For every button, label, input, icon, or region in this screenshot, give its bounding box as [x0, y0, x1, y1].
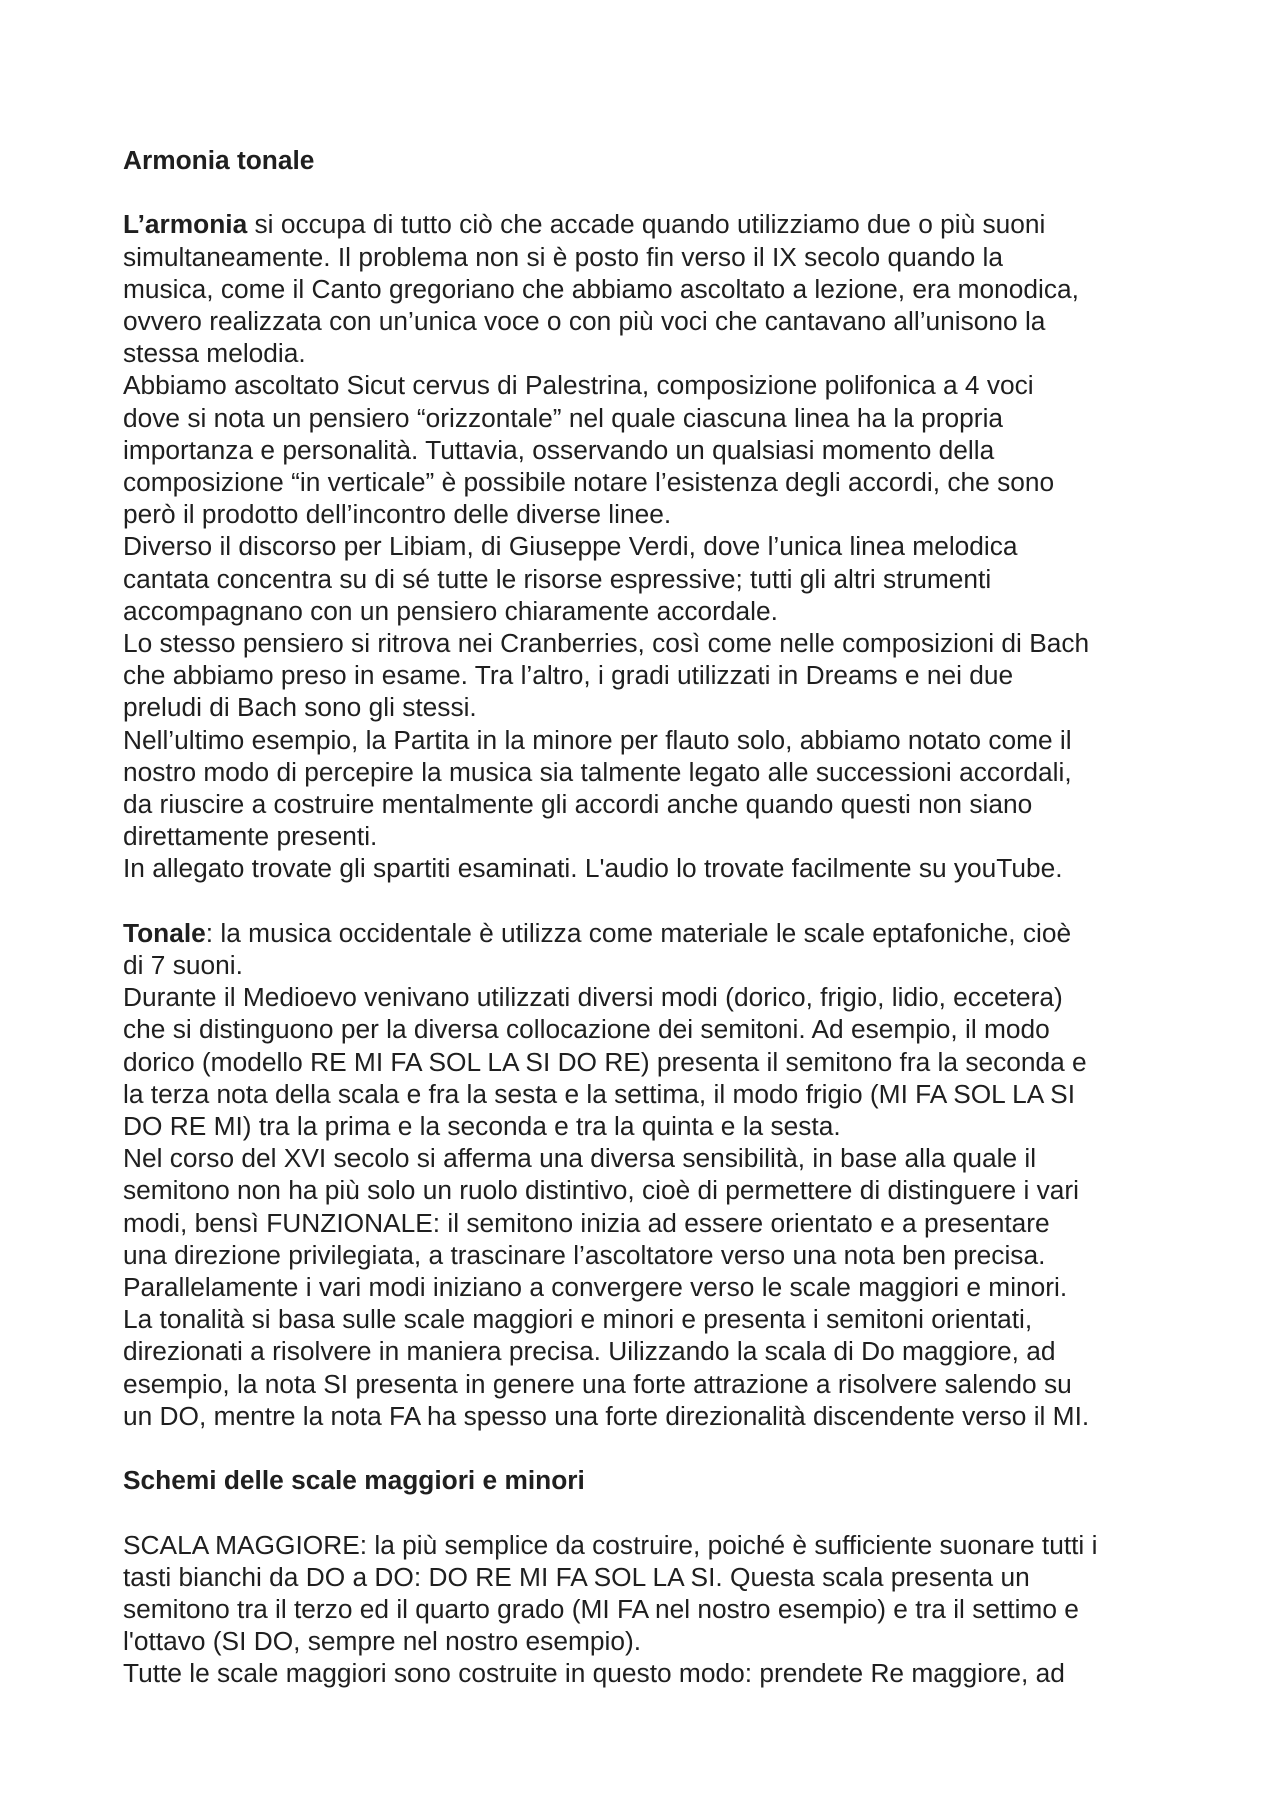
- text-line: stessa melodia.: [123, 338, 306, 369]
- text-line: La tonalità si basa sulle scale maggiori e minori e presenta i semitoni orientati,: [123, 1304, 1033, 1335]
- paragraph-tutte-le-scale: [123, 1657, 1183, 1689]
- text-line: da riuscire a costruire mentalmente gli accordi anche quando questi non siano: [123, 789, 1033, 820]
- section-heading: Schemi delle scale maggiori e minori: [123, 1465, 585, 1496]
- text-line: Abbiamo ascoltato Sicut cervus di Palestrina, composizione polifonica a 4 voci: [123, 370, 1034, 401]
- text-line: In allegato trovate gli spartiti esaminati. L'audio lo trovate facilmente su youTube.: [123, 853, 1063, 884]
- paragraph-cranberries: [123, 627, 1183, 724]
- text-line: accompagnano con un pensiero chiaramente accordale.: [123, 595, 778, 626]
- paragraph-partita: [123, 724, 1183, 853]
- paragraph-parallelamente: [123, 1271, 1183, 1303]
- blank-line: [123, 885, 1183, 917]
- paragraph-tonale: [123, 917, 1183, 981]
- text-line: la terza nota della scala e fra la sesta e la settima, il modo frigio (MI FA SOL LA SI: [123, 1078, 1076, 1109]
- text-line: un DO, mentre la nota FA ha spesso una forte direzionalità discendente verso il MI.: [123, 1400, 1090, 1431]
- text-line: DO RE MI) tra la prima e la seconda e tra la quinta e la sesta.: [123, 1111, 841, 1142]
- text-line: semitono tra il terzo ed il quarto grado (MI FA nel nostro esempio) e tra il settimo e: [123, 1594, 1079, 1625]
- text-line: nostro modo di percepire la musica sia talmente legato alle successioni accordali,: [123, 756, 1072, 787]
- paragraph-tonalita: [123, 1303, 1183, 1432]
- text-line: SCALA MAGGIORE: la più semplice da costruire, poiché è sufficiente suonare tutti i: [123, 1529, 1098, 1560]
- text-line: dorico (modello RE MI FA SOL LA SI DO RE) presenta il semitono fra la seconda e: [123, 1046, 1087, 1077]
- paragraph-allegato: [123, 852, 1183, 884]
- text-line: direzionati a risolvere in maniera precisa. Uilizzando la scala di Do maggiore, ad: [123, 1336, 1056, 1367]
- text-line: di 7 suoni.: [123, 950, 243, 981]
- text-line: Lo stesso pensiero si ritrova nei Cranberries, così come nelle composizioni di Bach: [123, 628, 1090, 659]
- bold-term: L’armonia: [123, 209, 248, 240]
- text-line: importanza e personalità. Tuttavia, osservando un qualsiasi momento della: [123, 434, 995, 465]
- text-line: dove si nota un pensiero “orizzontale” nel quale ciascuna linea ha la propria: [123, 402, 1004, 433]
- text-line: Nel corso del XVI secolo si afferma una diversa sensibilità, in base alla quale il: [123, 1143, 1037, 1174]
- text-line: direttamente presenti.: [123, 821, 378, 852]
- blank-line: [123, 1432, 1183, 1464]
- page-title: Armonia tonale: [123, 145, 315, 175]
- text-line: che si distinguono per la diversa collocazione dei semitoni. Ad esempio, il modo: [123, 1014, 1050, 1045]
- text-line: Parallelamente i vari modi iniziano a convergere verso le scale maggiori e minori.: [123, 1272, 1068, 1303]
- text-line: Durante il Medioevo venivano utilizzati diversi modi (dorico, frigio, lidio, eccetera): [123, 982, 1063, 1013]
- paragraph-verdi: [123, 530, 1183, 627]
- paragraph-scala-maggiore: [123, 1529, 1183, 1658]
- text-line: composizione “in verticale” è possibile notare l’esistenza degli accordi, che sono: [123, 467, 1055, 498]
- text-line: modi, bensì FUNZIONALE: il semitono inizia ad essere orientato e a presentare: [123, 1207, 1050, 1238]
- text-line: però il prodotto dell’incontro delle diverse linee.: [123, 499, 672, 530]
- text-line: preludi di Bach sono gli stessi.: [123, 692, 477, 723]
- text-line: semitono non ha più solo un ruolo distintivo, cioè di permettere di distinguere i vari: [123, 1175, 1079, 1206]
- blank-line: [123, 1496, 1183, 1528]
- text-line: tasti bianchi da DO a DO: DO RE MI FA SOL LA SI. Questa scala presenta un: [123, 1561, 1030, 1592]
- paragraph-palestrina: [123, 369, 1183, 530]
- text-line: Diverso il discorso per Libiam, di Giuseppe Verdi, dove l’unica linea melodica: [123, 531, 1018, 562]
- text-line: cantata concentra su di sé tutte le risorse espressive; tutti gli altri strumenti: [123, 563, 992, 594]
- text-line: musica, come il Canto gregoriano che abbiamo ascoltato a lezione, era monodica,: [123, 273, 1079, 304]
- text-line: Tutte le scale maggiori sono costruite in questo modo: prendete Re maggiore, ad: [123, 1658, 1065, 1689]
- text-line: Nell’ultimo esempio, la Partita in la minore per flauto solo, abbiamo notato come il: [123, 724, 1072, 755]
- paragraph-armonia: [123, 208, 1183, 369]
- blank-line: [123, 176, 1183, 208]
- paragraph-xvi-secolo: [123, 1142, 1183, 1271]
- text-line: una direzione privilegiata, a trascinare l’ascoltatore verso una nota ben precisa.: [123, 1239, 1046, 1270]
- text-line: che abbiamo preso in esame. Tra l’altro, i gradi utilizzati in Dreams e nei due: [123, 660, 1014, 691]
- text-line: Tonale: la musica occidentale è utilizza come materiale le scale eptafoniche, cioè: [123, 917, 1072, 948]
- text-line: simultaneamente. Il problema non si è posto fin verso il IX secolo quando la: [123, 241, 1003, 272]
- paragraph-medioevo: [123, 981, 1183, 1142]
- text-line: esempio, la nota SI presenta in genere una forte attrazione a risolvere salendo su: [123, 1368, 1072, 1399]
- text-line: ovvero realizzata con un’unica voce o con più voci che cantavano all’unisono la: [123, 306, 1046, 336]
- text-line: L’armonia si occupa di tutto ciò che accade quando utilizziamo due o più suoni: [123, 209, 1046, 240]
- document-body: [123, 144, 1183, 1690]
- text-line: l'ottavo (SI DO, sempre nel nostro esempio).: [123, 1626, 642, 1657]
- bold-term: Tonale: [123, 917, 206, 948]
